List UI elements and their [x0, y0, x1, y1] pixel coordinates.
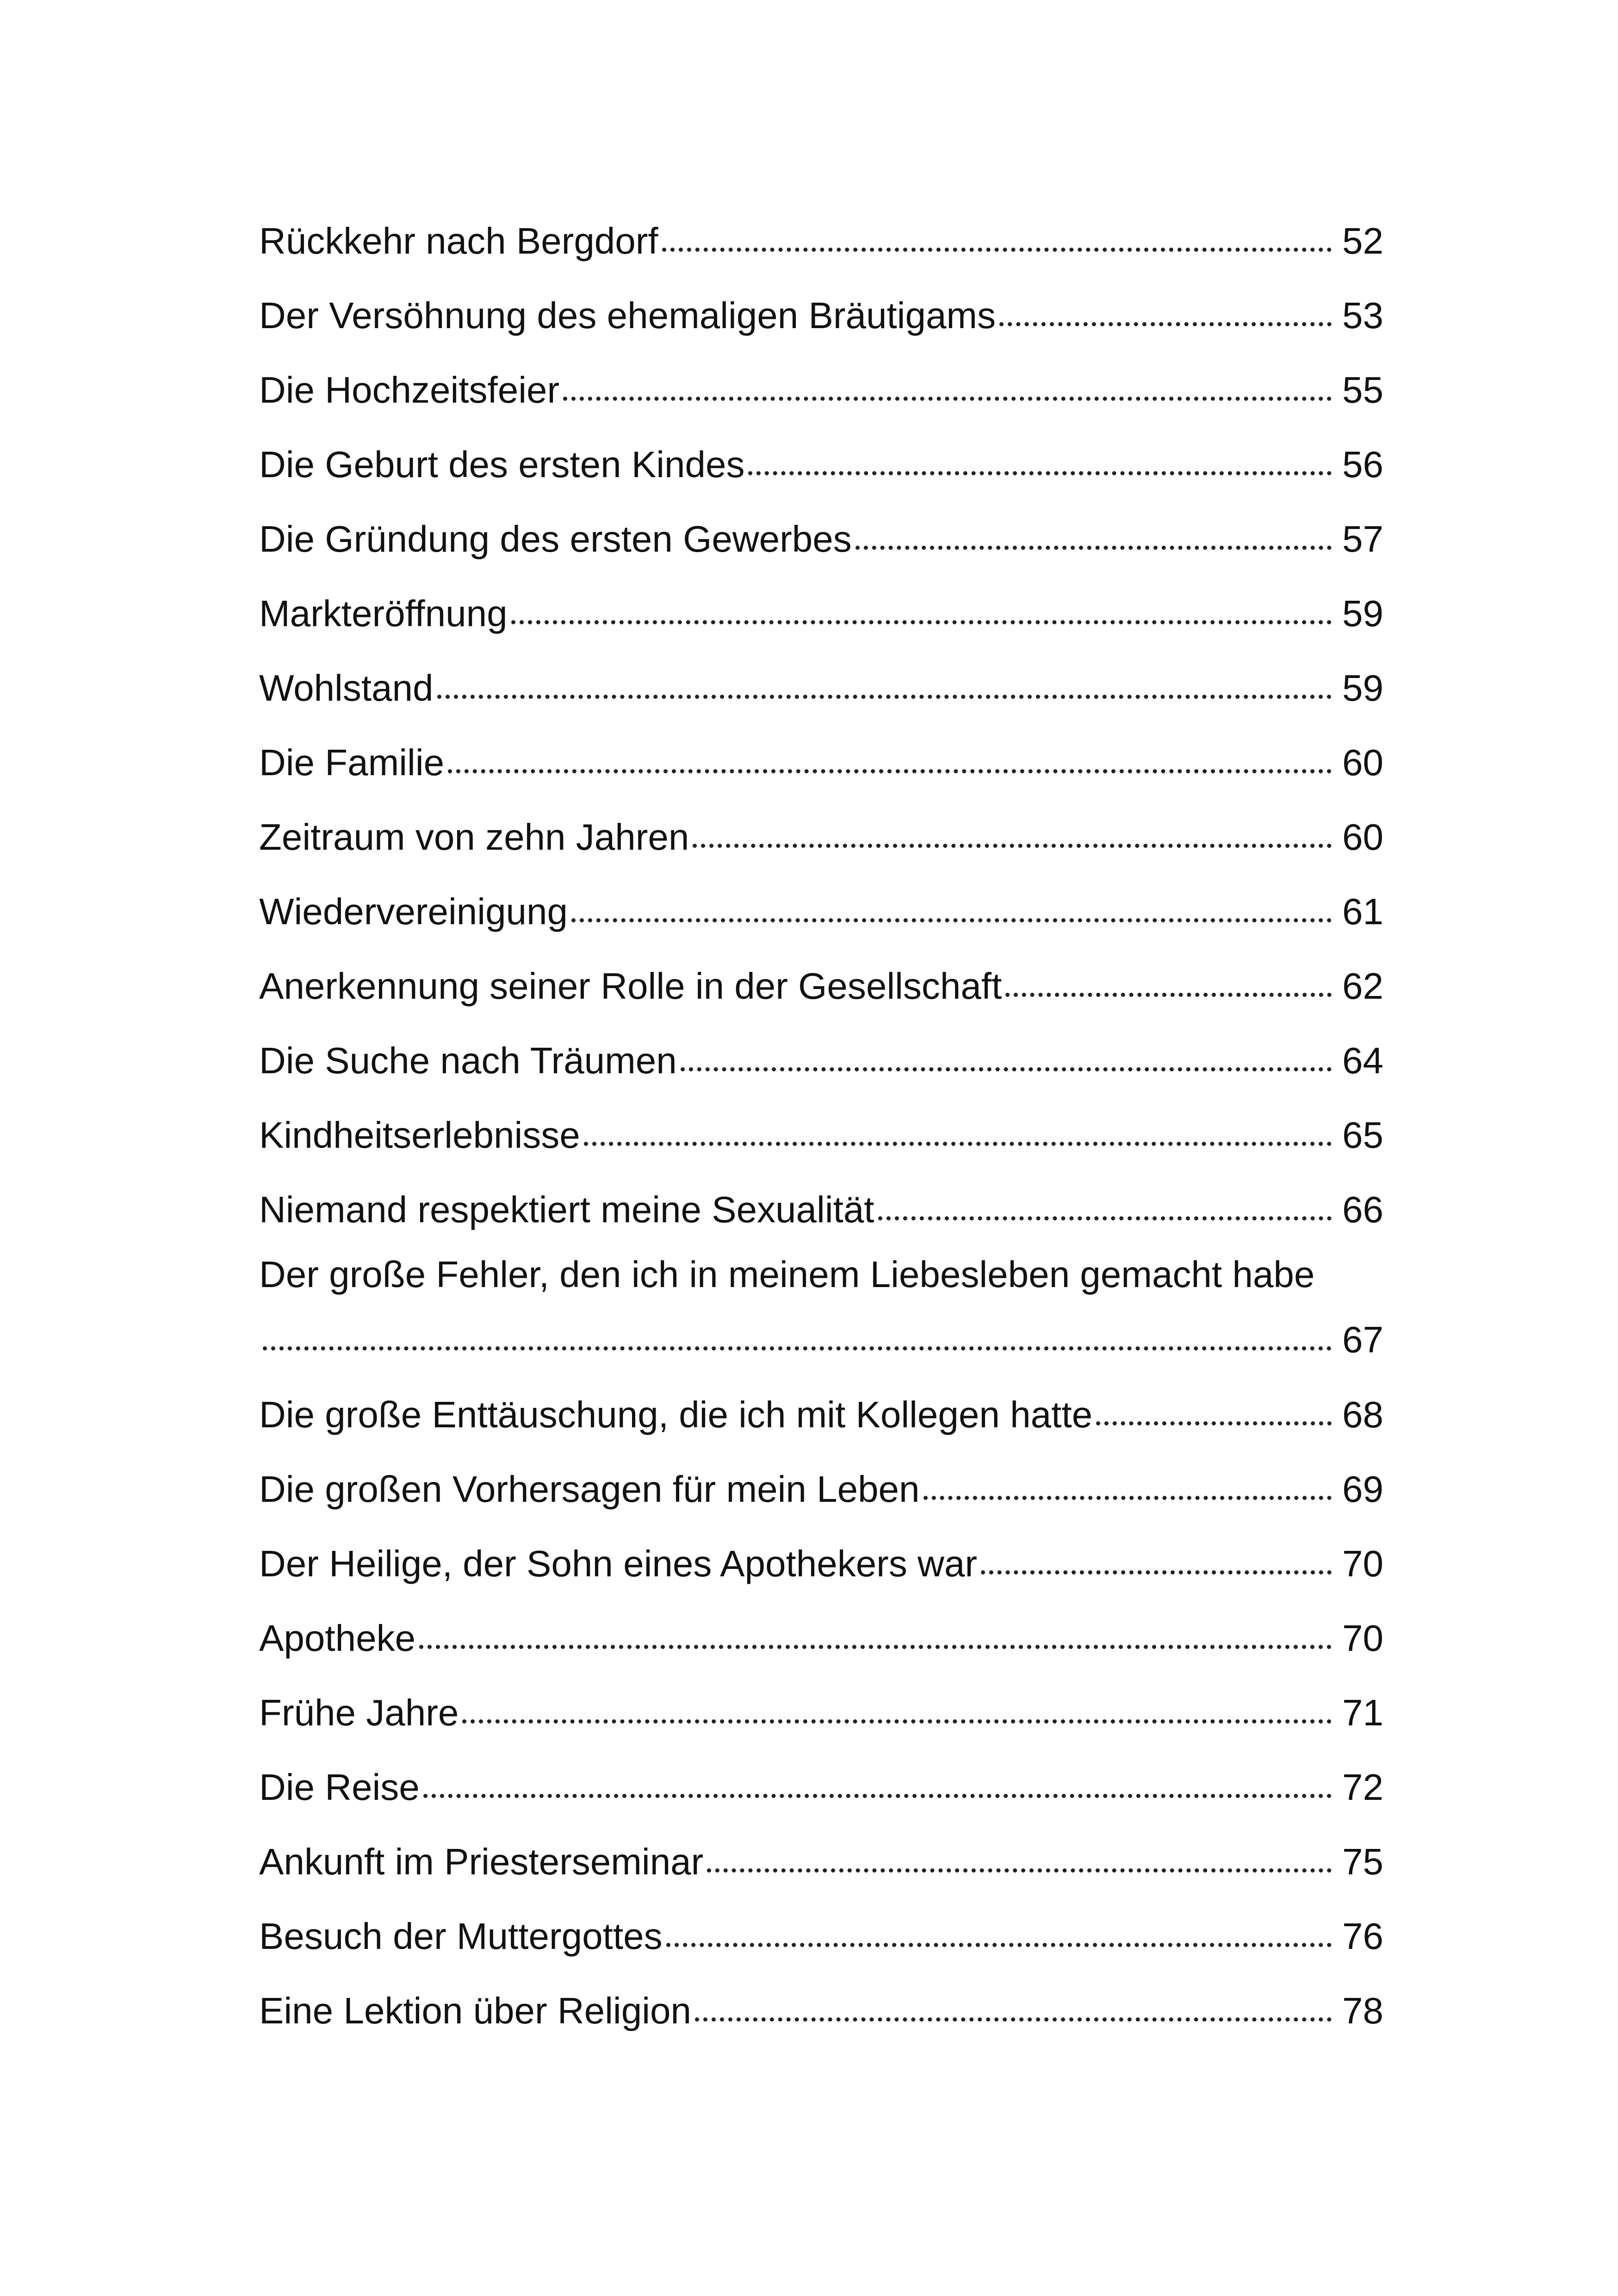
toc-entry [259, 204, 1383, 278]
dot-leader [419, 1645, 1332, 1649]
toc-entry [259, 725, 1383, 800]
toc-entry-page-number: 70 [1342, 1543, 1383, 1584]
toc-entry-page-number: 56 [1342, 444, 1383, 485]
toc-entry [259, 1452, 1383, 1526]
toc-entry-page-number: 59 [1342, 667, 1383, 709]
toc-entry-title: Markteröffnung [259, 593, 508, 634]
dot-leader [511, 620, 1332, 624]
toc-entry [259, 1824, 1383, 1899]
toc-entry-page-number: 75 [1342, 1841, 1383, 1882]
dot-leader [437, 695, 1332, 699]
toc-entry-title: Der Versöhnung des ehemaligen Bräutigams [259, 295, 996, 336]
dot-leader [855, 546, 1332, 550]
toc-entry [259, 1172, 1383, 1247]
toc-entry-title: Der große Fehler, den ich in meinem Liebesleben gemacht habe [259, 1254, 1315, 1295]
toc-entry-page-number: 64 [1342, 1040, 1383, 1081]
toc-entry [259, 800, 1383, 874]
toc-entry [259, 427, 1383, 502]
toc-entry [259, 1023, 1383, 1098]
dot-leader [681, 1067, 1332, 1071]
toc-entry [259, 576, 1383, 651]
dot-leader [999, 322, 1332, 326]
toc-entry-page-number: 76 [1342, 1916, 1383, 1957]
toc-entry-page-number: 72 [1342, 1767, 1383, 1808]
toc-entry-title: Rückkehr nach Bergdorf [259, 220, 658, 261]
toc-entry-page-number: 65 [1342, 1114, 1383, 1156]
dot-leader [878, 1216, 1332, 1220]
dot-leader [263, 1346, 1332, 1350]
toc-entry-title: Kindheitserlebnisse [259, 1114, 580, 1156]
toc-entry [259, 651, 1383, 725]
toc-entry-title: Zeitraum von zehn Jahren [259, 816, 689, 858]
toc-entry-title: Eine Lektion über Religion [259, 1990, 691, 2031]
toc-entry [259, 949, 1383, 1023]
dot-leader [748, 471, 1332, 475]
dot-leader [1005, 993, 1332, 997]
toc-entry-page-number: 70 [1342, 1618, 1383, 1659]
toc-entry-continuation [259, 1302, 1383, 1377]
toc-entry [259, 1750, 1383, 1824]
table-of-contents [259, 204, 1383, 2048]
toc-entry-title: Frühe Jahre [259, 1692, 459, 1733]
toc-entry [259, 1247, 1383, 1377]
toc-entry-title: Der Heilige, der Sohn eines Apothekers war [259, 1543, 977, 1584]
dot-leader [571, 918, 1332, 922]
toc-entry-title: Wohlstand [259, 667, 434, 709]
toc-entry-page-number: 60 [1342, 742, 1383, 783]
toc-entry-page-number: 67 [1342, 1319, 1383, 1360]
toc-entry [259, 278, 1383, 353]
toc-entry-title: Apotheke [259, 1618, 416, 1659]
dot-leader [584, 1142, 1332, 1146]
toc-entry [259, 1973, 1383, 2048]
toc-entry [259, 1526, 1383, 1601]
toc-entry-page-number: 66 [1342, 1189, 1383, 1230]
dot-leader [666, 1943, 1332, 1947]
dot-leader [707, 1868, 1332, 1873]
toc-entry-page-number: 68 [1342, 1394, 1383, 1435]
toc-entry [259, 1899, 1383, 1973]
dot-leader [1096, 1421, 1332, 1425]
toc-entry [259, 1675, 1383, 1750]
toc-entry-page-number: 55 [1342, 369, 1383, 411]
toc-entry-title: Ankunft im Priesterseminar [259, 1841, 704, 1882]
toc-entry-title: Die großen Vorhersagen für mein Leben [259, 1468, 920, 1510]
toc-entry-title: Die Hochzeitsfeier [259, 369, 560, 411]
dot-leader [423, 1794, 1332, 1798]
toc-entry-page-number: 60 [1342, 816, 1383, 858]
toc-entry-title: Die Gründung des ersten Gewerbes [259, 518, 852, 560]
toc-entry-page-number: 59 [1342, 593, 1383, 634]
toc-entry-title: Die Familie [259, 742, 445, 783]
toc-entry-page-number: 52 [1342, 220, 1383, 261]
toc-entry [259, 1377, 1383, 1452]
toc-entry-page-number: 71 [1342, 1692, 1383, 1733]
toc-entry [259, 502, 1383, 576]
dot-leader [462, 1719, 1332, 1724]
dot-leader [981, 1570, 1332, 1574]
toc-entry-page-number: 62 [1342, 965, 1383, 1007]
dot-leader [695, 2017, 1332, 2022]
dot-leader [448, 769, 1332, 773]
toc-entry-title: Anerkennung seiner Rolle in der Gesellschaft [259, 965, 1002, 1007]
toc-entry-page-number: 53 [1342, 295, 1383, 336]
toc-entry [259, 874, 1383, 949]
dot-leader [693, 844, 1332, 848]
toc-entry-title: Wiedervereinigung [259, 891, 568, 932]
toc-entry [259, 1098, 1383, 1172]
toc-entry-page-number: 57 [1342, 518, 1383, 560]
toc-entry-page-number: 69 [1342, 1468, 1383, 1510]
dot-leader [924, 1496, 1332, 1500]
toc-entry-title: Besuch der Muttergottes [259, 1916, 663, 1957]
toc-entry [259, 1601, 1383, 1675]
toc-entry-page-number: 61 [1342, 891, 1383, 932]
toc-entry-title: Die Reise [259, 1767, 420, 1808]
toc-entry-page-number: 78 [1342, 1990, 1383, 2031]
toc-entry-title: Die Geburt des ersten Kindes [259, 444, 745, 485]
toc-entry-title: Die große Enttäuschung, die ich mit Kollegen hatte [259, 1394, 1093, 1435]
toc-entry [259, 353, 1383, 427]
dot-leader [662, 248, 1332, 252]
dot-leader [563, 397, 1332, 401]
toc-entry-title: Die Suche nach Träumen [259, 1040, 677, 1081]
toc-entry-title: Niemand respektiert meine Sexualität [259, 1189, 874, 1230]
